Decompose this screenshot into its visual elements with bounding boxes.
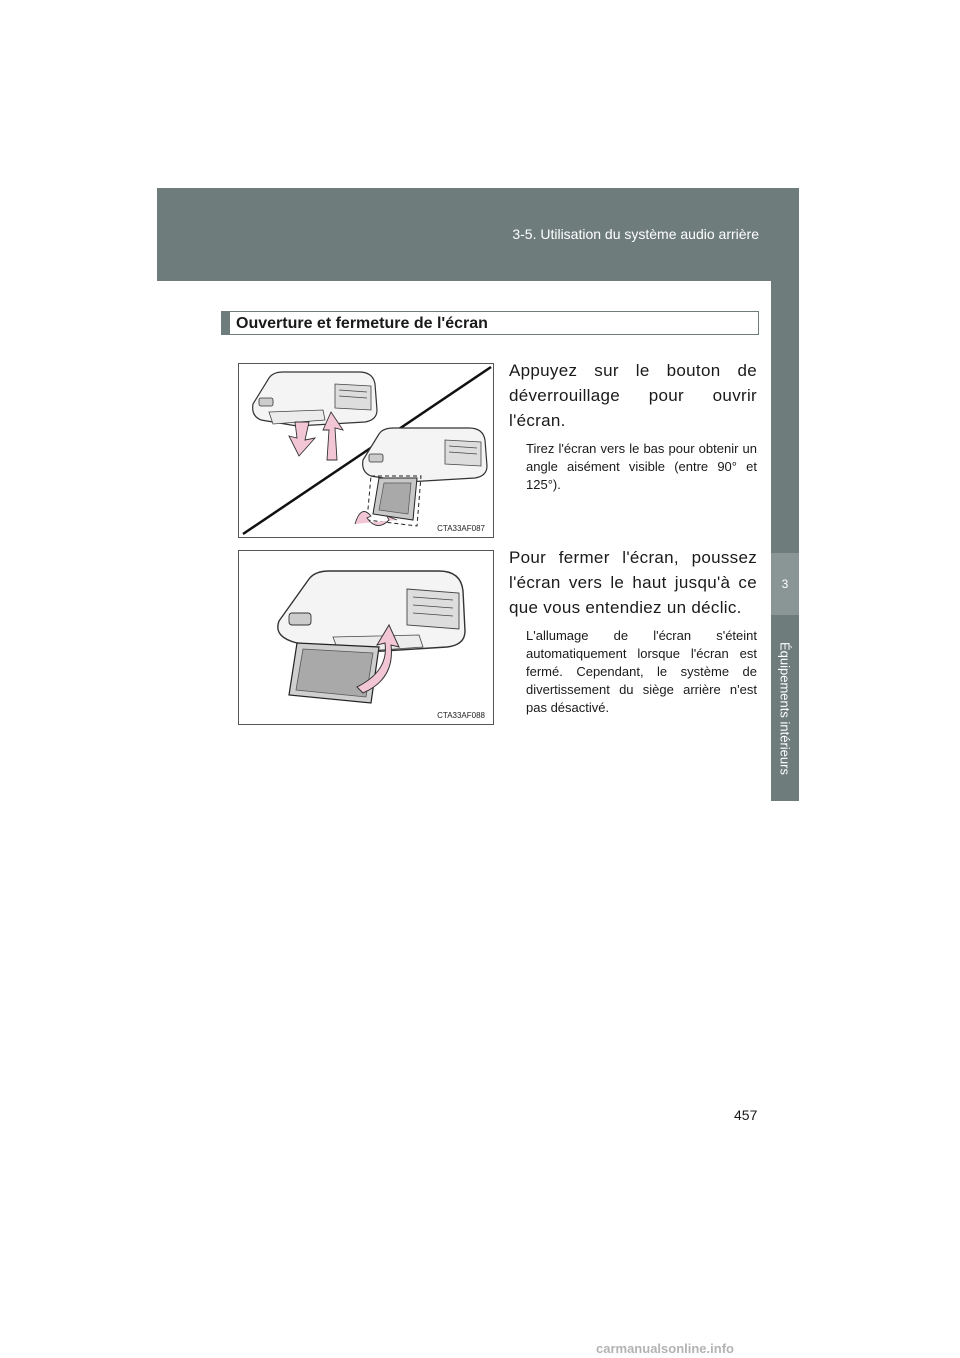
instruction-note-1: Tirez l'écran vers le bas pour obtenir un angle aisément visible (entre 90° et 125°). bbox=[526, 441, 757, 492]
chapter-title bbox=[769, 628, 801, 788]
chapter-number: 3 bbox=[771, 553, 799, 615]
chapter-title-text: Équipements intérieurs bbox=[777, 641, 793, 775]
figure-code: CTA33AF088 bbox=[437, 711, 485, 720]
instruction-main-1: Appuyez sur le bouton de déverrouillage pour ouvrir l'écran. bbox=[509, 361, 757, 430]
page-number: 457 bbox=[734, 1107, 758, 1123]
instruction-note-2: L'allumage de l'écran s'éteint automatiquement lorsque l'écran est fermé. Cependant, le système de divertissement du siège arrière n'est pas désactivé. bbox=[526, 628, 757, 715]
figure-close-screen bbox=[238, 550, 494, 725]
section-title: Ouverture et fermeture de l'écran bbox=[236, 315, 488, 332]
page-header bbox=[157, 188, 799, 281]
illustration-close-screen bbox=[239, 551, 493, 724]
figure-code: CTA33AF087 bbox=[437, 524, 485, 533]
figure-open-screen bbox=[238, 363, 494, 538]
instruction-main-2: Pour fermer l'écran, poussez l'écran vers le haut jusqu'à ce que vous entendiez un déclic. bbox=[509, 548, 757, 617]
watermark: carmanualsonline.info bbox=[596, 1341, 734, 1356]
illustration-open-screen bbox=[239, 364, 493, 537]
section-title-bar bbox=[221, 311, 759, 335]
section-heading: 3-5. Utilisation du système audio arrière bbox=[512, 226, 759, 242]
